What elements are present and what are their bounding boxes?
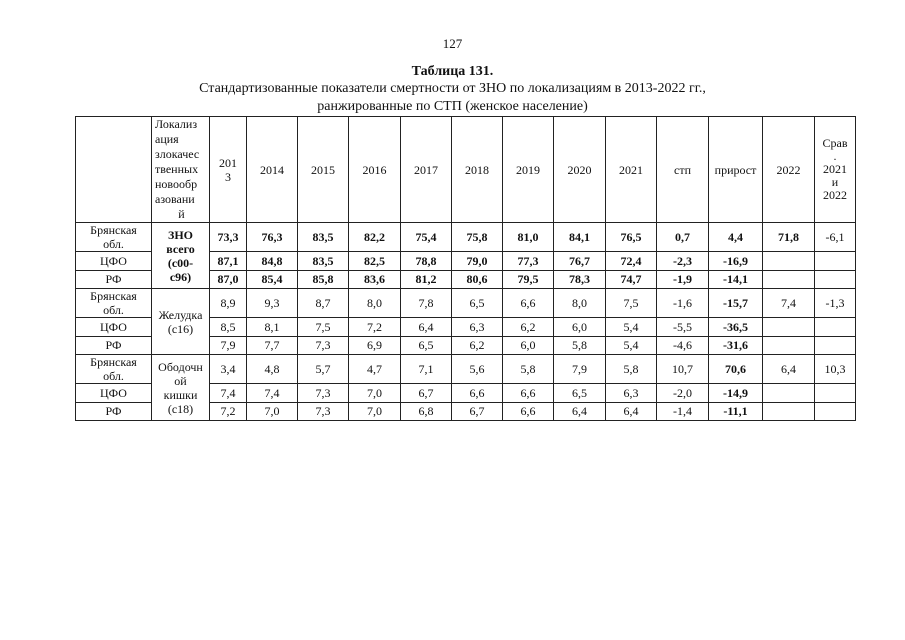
region-line: обл. bbox=[103, 237, 124, 251]
value-2020-cell: 6,0 bbox=[554, 318, 606, 337]
localization-line: Ободочн bbox=[158, 359, 203, 374]
header-row bbox=[76, 117, 856, 223]
value-2014-cell: 7,0 bbox=[247, 402, 298, 421]
region-line: Брянская bbox=[90, 223, 137, 237]
value-2017-cell: 6,7 bbox=[401, 384, 452, 403]
value-2018-cell: 6,2 bbox=[452, 336, 503, 355]
value-2016-cell: 82,5 bbox=[349, 252, 401, 271]
header-cmp-line: . bbox=[833, 149, 837, 163]
value-2021-cell: 76,5 bbox=[606, 223, 657, 252]
value-2017-cell: 6,8 bbox=[401, 402, 452, 421]
value-2016-cell: 82,2 bbox=[349, 223, 401, 252]
region-cell bbox=[76, 355, 152, 384]
value-2022-cell: 6,4 bbox=[763, 355, 815, 384]
localization-line: Желудка bbox=[158, 307, 203, 322]
value-2018-cell: 80,6 bbox=[452, 270, 503, 289]
value-2022-cell bbox=[763, 336, 815, 355]
region-line: Брянская bbox=[90, 289, 137, 303]
value-2013-cell: 7,2 bbox=[210, 402, 247, 421]
value-2022-cell bbox=[763, 270, 815, 289]
header-region-blank bbox=[76, 117, 152, 223]
value-2015-cell: 8,7 bbox=[298, 289, 349, 318]
value-2013-cell: 8,9 bbox=[210, 289, 247, 318]
value-2019-cell: 6,6 bbox=[503, 384, 554, 403]
value-2019-cell: 6,2 bbox=[503, 318, 554, 337]
value-2020-cell: 6,4 bbox=[554, 402, 606, 421]
value-2014-cell: 7,4 bbox=[247, 384, 298, 403]
value-2013-cell: 8,5 bbox=[210, 318, 247, 337]
region-cell bbox=[76, 270, 152, 289]
value-2019-cell: 6,6 bbox=[503, 402, 554, 421]
table-title: Таблица 131. bbox=[411, 64, 494, 79]
region-cell bbox=[76, 318, 152, 337]
subtitle-line-1: Стандартизованные показатели смертности от ЗНО по локализациям в 2013-2022 гг., bbox=[199, 81, 706, 96]
header-year-2014: 2014 bbox=[247, 117, 298, 223]
value-2018-cell: 6,7 bbox=[452, 402, 503, 421]
value-2015-cell: 7,5 bbox=[298, 318, 349, 337]
region-cell bbox=[76, 252, 152, 271]
value-2013-cell: 87,1 bbox=[210, 252, 247, 271]
value-2016-cell: 8,0 bbox=[349, 289, 401, 318]
value-2013-cell: 7,9 bbox=[210, 336, 247, 355]
value-2021-cell: 6,4 bbox=[606, 402, 657, 421]
value-2017-cell: 7,8 bbox=[401, 289, 452, 318]
page-number: 127 bbox=[442, 36, 463, 51]
header-year-2019: 2019 bbox=[503, 117, 554, 223]
localization-cell bbox=[152, 289, 210, 355]
localization-cell bbox=[152, 223, 210, 289]
header-cmp-line: 2021 bbox=[823, 162, 847, 176]
header-stp: стп bbox=[657, 117, 709, 223]
region-line: обл. bbox=[103, 369, 124, 383]
value-2014-cell: 9,3 bbox=[247, 289, 298, 318]
value-2022-cell bbox=[763, 384, 815, 403]
value-2021-cell: 7,5 bbox=[606, 289, 657, 318]
value-2016-cell: 6,9 bbox=[349, 336, 401, 355]
value-2014-cell: 85,4 bbox=[247, 270, 298, 289]
stp-cell: -5,5 bbox=[657, 318, 709, 337]
header-cmp-line: Срав bbox=[822, 136, 848, 150]
value-2016-cell: 4,7 bbox=[349, 355, 401, 384]
header-loc-line: азовани bbox=[155, 192, 195, 206]
value-2021-cell: 74,7 bbox=[606, 270, 657, 289]
comparison-cell: 10,3 bbox=[815, 355, 856, 384]
value-2015-cell: 85,8 bbox=[298, 270, 349, 289]
header-growth: прирост bbox=[709, 117, 763, 223]
value-2018-cell: 6,3 bbox=[452, 318, 503, 337]
growth-cell: -11,1 bbox=[709, 402, 763, 421]
region-line: обл. bbox=[103, 303, 124, 317]
comparison-cell: -1,3 bbox=[815, 289, 856, 318]
value-2014-cell: 4,8 bbox=[247, 355, 298, 384]
value-2015-cell: 7,3 bbox=[298, 384, 349, 403]
value-2018-cell: 6,5 bbox=[452, 289, 503, 318]
header-cmp-line: 2022 bbox=[823, 188, 847, 202]
localization-line: (с16) bbox=[167, 321, 194, 336]
value-2020-cell: 6,5 bbox=[554, 384, 606, 403]
header-loc-line: злокачес bbox=[155, 147, 200, 161]
header-loc-line: й bbox=[178, 207, 185, 221]
value-2018-cell: 6,6 bbox=[452, 384, 503, 403]
value-2015-cell: 7,3 bbox=[298, 402, 349, 421]
header-year-2013 bbox=[210, 117, 247, 223]
mortality-table bbox=[75, 116, 856, 421]
value-2018-cell: 79,0 bbox=[452, 252, 503, 271]
value-2022-cell bbox=[763, 318, 815, 337]
header-loc-line: новообр bbox=[155, 177, 198, 191]
value-2021-cell: 6,3 bbox=[606, 384, 657, 403]
header-comparison bbox=[815, 117, 856, 223]
value-2020-cell: 5,8 bbox=[554, 336, 606, 355]
table-row bbox=[76, 223, 856, 252]
value-2021-cell: 5,8 bbox=[606, 355, 657, 384]
header-2013-line: 3 bbox=[225, 169, 231, 184]
header-year-2018: 2018 bbox=[452, 117, 503, 223]
growth-cell: -15,7 bbox=[709, 289, 763, 318]
localization-line: кишки bbox=[163, 387, 198, 402]
stp-cell: -2,3 bbox=[657, 252, 709, 271]
header-year-2021: 2021 bbox=[606, 117, 657, 223]
header-loc-line: твенных bbox=[155, 162, 199, 176]
value-2015-cell: 83,5 bbox=[298, 223, 349, 252]
region-line: ЦФО bbox=[100, 319, 127, 334]
header-year-2020: 2020 bbox=[554, 117, 606, 223]
stp-cell: -2,0 bbox=[657, 384, 709, 403]
value-2020-cell: 7,9 bbox=[554, 355, 606, 384]
localization-line: всего bbox=[166, 241, 195, 256]
region-line: РФ bbox=[105, 272, 122, 287]
value-2022-cell bbox=[763, 402, 815, 421]
region-line: РФ bbox=[105, 338, 122, 353]
value-2019-cell: 81,0 bbox=[503, 223, 554, 252]
region-line: ЦФО bbox=[100, 253, 127, 268]
growth-cell: -16,9 bbox=[709, 252, 763, 271]
value-2013-cell: 87,0 bbox=[210, 270, 247, 289]
growth-cell: -36,5 bbox=[709, 318, 763, 337]
value-2017-cell: 75,4 bbox=[401, 223, 452, 252]
localization-line: (с18) bbox=[167, 401, 194, 416]
growth-cell: -31,6 bbox=[709, 336, 763, 355]
value-2017-cell: 78,8 bbox=[401, 252, 452, 271]
value-2021-cell: 72,4 bbox=[606, 252, 657, 271]
comparison-cell bbox=[815, 252, 856, 271]
value-2022-cell bbox=[763, 252, 815, 271]
subtitle-line-2: ранжированные по СТП (женское население) bbox=[317, 99, 588, 114]
localization-line: ЗНО bbox=[167, 227, 193, 242]
region-cell bbox=[76, 223, 152, 252]
header-2013-line: 201 bbox=[219, 155, 237, 170]
header-localization bbox=[152, 117, 210, 223]
localization-cell bbox=[152, 355, 210, 421]
stp-cell: 0,7 bbox=[657, 223, 709, 252]
value-2019-cell: 79,5 bbox=[503, 270, 554, 289]
value-2016-cell: 7,2 bbox=[349, 318, 401, 337]
value-2021-cell: 5,4 bbox=[606, 336, 657, 355]
value-2018-cell: 75,8 bbox=[452, 223, 503, 252]
value-2013-cell: 3,4 bbox=[210, 355, 247, 384]
comparison-cell bbox=[815, 384, 856, 403]
value-2022-cell: 71,8 bbox=[763, 223, 815, 252]
comparison-cell bbox=[815, 270, 856, 289]
value-2014-cell: 8,1 bbox=[247, 318, 298, 337]
growth-cell: 70,6 bbox=[709, 355, 763, 384]
value-2019-cell: 5,8 bbox=[503, 355, 554, 384]
value-2013-cell: 73,3 bbox=[210, 223, 247, 252]
stp-cell: -4,6 bbox=[657, 336, 709, 355]
value-2016-cell: 7,0 bbox=[349, 402, 401, 421]
header-year-2022: 2022 bbox=[763, 117, 815, 223]
value-2017-cell: 6,5 bbox=[401, 336, 452, 355]
value-2016-cell: 83,6 bbox=[349, 270, 401, 289]
value-2015-cell: 83,5 bbox=[298, 252, 349, 271]
region-line: Брянская bbox=[90, 355, 137, 369]
value-2016-cell: 7,0 bbox=[349, 384, 401, 403]
growth-cell: -14,1 bbox=[709, 270, 763, 289]
localization-line: ой bbox=[174, 373, 187, 388]
region-cell bbox=[76, 402, 152, 421]
value-2021-cell: 5,4 bbox=[606, 318, 657, 337]
region-cell bbox=[76, 289, 152, 318]
header-year-2017: 2017 bbox=[401, 117, 452, 223]
value-2015-cell: 7,3 bbox=[298, 336, 349, 355]
header-cmp-line: и bbox=[831, 175, 839, 189]
stp-cell: -1,4 bbox=[657, 402, 709, 421]
region-line: РФ bbox=[105, 404, 122, 419]
region-cell bbox=[76, 384, 152, 403]
table-subtitle bbox=[0, 80, 905, 116]
header-year-2016: 2016 bbox=[349, 117, 401, 223]
localization-line: с96) bbox=[169, 269, 192, 284]
table-row bbox=[76, 355, 856, 384]
value-2014-cell: 7,7 bbox=[247, 336, 298, 355]
value-2022-cell: 7,4 bbox=[763, 289, 815, 318]
comparison-cell bbox=[815, 336, 856, 355]
value-2020-cell: 84,1 bbox=[554, 223, 606, 252]
value-2019-cell: 6,6 bbox=[503, 289, 554, 318]
localization-line: (с00- bbox=[167, 255, 194, 270]
value-2015-cell: 5,7 bbox=[298, 355, 349, 384]
header-year-2015: 2015 bbox=[298, 117, 349, 223]
comparison-cell bbox=[815, 318, 856, 337]
value-2020-cell: 78,3 bbox=[554, 270, 606, 289]
value-2013-cell: 7,4 bbox=[210, 384, 247, 403]
growth-cell: 4,4 bbox=[709, 223, 763, 252]
value-2017-cell: 6,4 bbox=[401, 318, 452, 337]
value-2014-cell: 76,3 bbox=[247, 223, 298, 252]
value-2019-cell: 77,3 bbox=[503, 252, 554, 271]
header-loc-line: ация bbox=[155, 132, 179, 146]
value-2017-cell: 7,1 bbox=[401, 355, 452, 384]
stp-cell: -1,6 bbox=[657, 289, 709, 318]
stp-cell: -1,9 bbox=[657, 270, 709, 289]
value-2019-cell: 6,0 bbox=[503, 336, 554, 355]
value-2020-cell: 8,0 bbox=[554, 289, 606, 318]
comparison-cell bbox=[815, 402, 856, 421]
growth-cell: -14,9 bbox=[709, 384, 763, 403]
region-line: ЦФО bbox=[100, 385, 127, 400]
value-2018-cell: 5,6 bbox=[452, 355, 503, 384]
value-2014-cell: 84,8 bbox=[247, 252, 298, 271]
region-cell bbox=[76, 336, 152, 355]
header-loc-line: Локализ bbox=[155, 117, 198, 131]
value-2017-cell: 81,2 bbox=[401, 270, 452, 289]
table-row bbox=[76, 289, 856, 318]
value-2020-cell: 76,7 bbox=[554, 252, 606, 271]
comparison-cell: -6,1 bbox=[815, 223, 856, 252]
stp-cell: 10,7 bbox=[657, 355, 709, 384]
